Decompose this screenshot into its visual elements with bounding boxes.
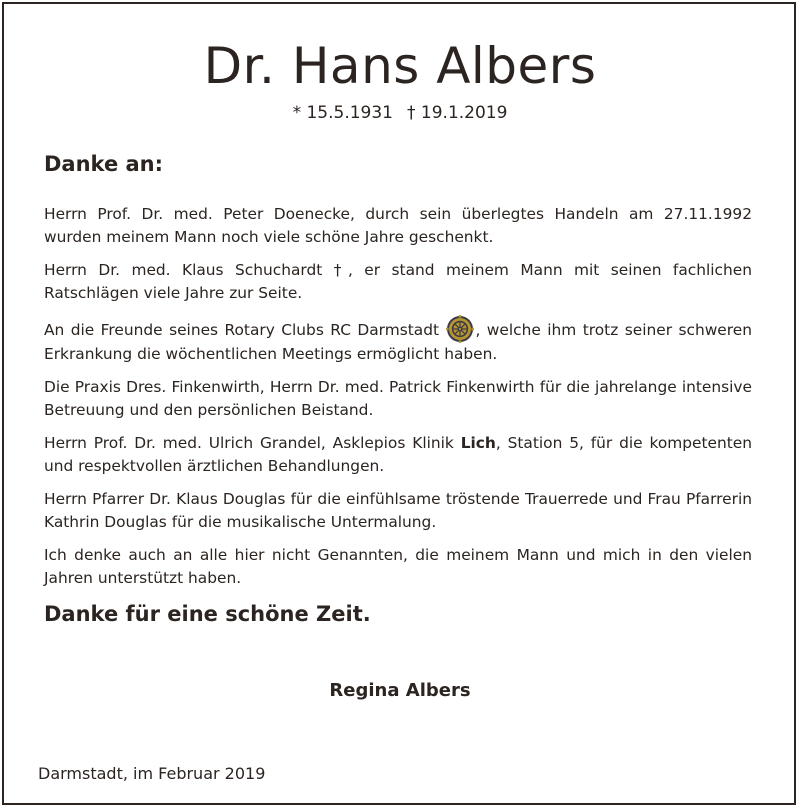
place-and-date: Darmstadt, im Februar 2019 [38, 764, 266, 783]
thanks-paragraph: Herrn Dr. med. Klaus Schuchardt †, er stand meinem Mann mit seinen fachlichen Ratschlägen viele Jahre zur Seite. [44, 261, 752, 302]
birth-date: * 15.5.1931 [292, 103, 393, 123]
thanks-paragraph [44, 432, 752, 478]
paragraph-text: , welche ihm trotz seiner schweren Erkrankung die wöchentlichen Meetings ermöglicht haben. [44, 321, 752, 363]
thanks-paragraph: Ich denke auch an alle hier nicht Genannten, die meinem Mann und mich in den vielen Jahren unterstützt haben. [44, 546, 752, 587]
rotary-emblem-icon [446, 315, 474, 343]
thanks-list [44, 203, 752, 600]
death-date: † 19.1.2019 [407, 103, 508, 123]
life-dates [0, 101, 800, 125]
paragraph-text: An die Freunde seines Rotary Clubs RC Darmstadt [44, 321, 446, 339]
paragraph-text: , Station 5, für die kompetenten und respektvollen ärztlichen Behandlungen. [44, 434, 753, 475]
thanks-heading: Danke an: [44, 152, 164, 176]
thanks-paragraph: Die Praxis Dres. Finkenwirth, Herrn Dr. med. Patrick Finkenwirth für die jahrelange intensive Betreuung und den persönlichen Beistand. [44, 378, 752, 419]
signature: Regina Albers [329, 680, 471, 701]
closing-line: Danke für eine schöne Zeit. [44, 602, 371, 626]
thanks-paragraph [44, 315, 752, 366]
paragraph-text: Herrn Prof. Dr. med. Ulrich Grandel, Asklepios Klinik [44, 434, 461, 452]
thanks-paragraph: Herrn Prof. Dr. med. Peter Doenecke, durch sein überlegtes Handeln am 27.11.1992 wurden meinem Mann noch viele schöne Jahre geschenkt. [44, 205, 752, 246]
deceased-name: Dr. Hans Albers [203, 37, 597, 95]
clinic-location: Lich [460, 434, 496, 452]
thanks-paragraph: Herrn Pfarrer Dr. Klaus Douglas für die einfühlsame tröstende Trauerrede und Frau Pfarrerin Kathrin Douglas für die musikalische Untermalung. [44, 490, 752, 531]
